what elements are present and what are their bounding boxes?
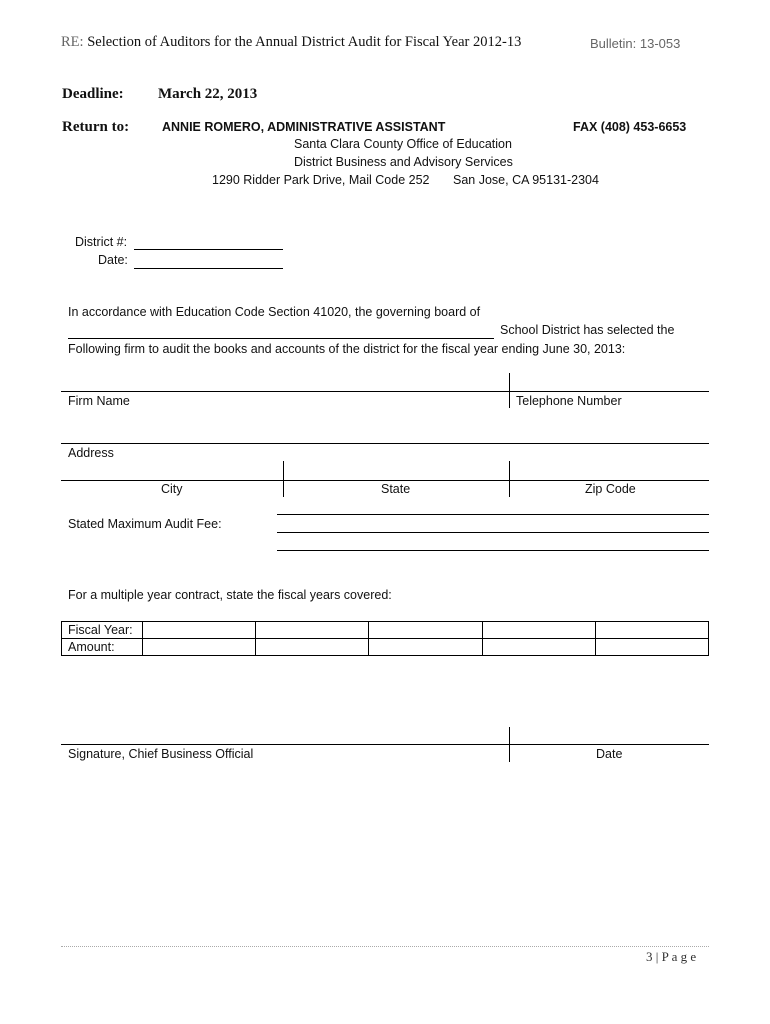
address-label: Address [68,446,114,460]
amount-label: Amount: [62,639,143,656]
statement-line-1: In accordance with Education Code Section 41020, the governing board of [68,305,481,319]
fiscal-year-label: Fiscal Year: [62,622,143,639]
street-address: 1290 Ridder Park Drive, Mail Code 252 [212,173,430,187]
fiscal-year-cell-1[interactable] [143,622,256,639]
fax-number: FAX (408) 453-6653 [573,120,687,134]
zip-label: Zip Code [585,482,636,496]
recipient-name: ANNIE ROMERO, ADMINISTRATIVE ASSISTANT [162,120,446,134]
amount-cell-5[interactable] [595,639,708,656]
amount-cell-1[interactable] [143,639,256,656]
date-label: Date: [98,253,128,267]
city-label: City [161,482,183,496]
firm-name-line[interactable] [61,391,709,392]
fiscal-year-cell-5[interactable] [595,622,708,639]
district-label: District #: [75,235,128,249]
header-re [61,34,521,51]
re-subject: Selection of Auditors for the Annual District Audit for Fiscal Year 2012-13 [87,34,522,50]
footer-rule [61,946,709,947]
fiscal-years-table [61,621,709,656]
city-divider [283,461,284,497]
fiscal-year-cell-4[interactable] [482,622,595,639]
signature-line[interactable] [61,744,709,745]
audit-fee-line-2[interactable] [277,532,709,533]
firm-name-label: Firm Name [68,394,130,408]
audit-fee-line-1[interactable] [277,514,709,515]
amount-cell-4[interactable] [482,639,595,656]
return-to-label: Return to: [62,119,130,135]
district-name-input-line[interactable] [68,338,494,339]
multi-year-prompt: For a multiple year contract, state the fiscal years covered: [68,588,392,602]
district-input-line[interactable] [134,249,283,250]
page-number: 3 | P a g e [646,949,697,964]
audit-fee-label: Stated Maximum Audit Fee: [68,517,222,531]
amount-cell-3[interactable] [369,639,482,656]
amount-row [62,639,709,656]
bulletin-number: Bulletin: 13-053 [590,36,681,51]
state-label: State [381,482,411,496]
deadline-label: Deadline: [62,86,124,102]
city-state-zip-line[interactable] [61,480,709,481]
date-input-line[interactable] [134,268,283,269]
statement-line-3: Following firm to audit the books and accounts of the district for the fiscal year ending June 30, 2013: [68,342,626,356]
amount-cell-2[interactable] [256,639,369,656]
address-line[interactable] [61,443,709,444]
audit-fee-line-3[interactable] [277,550,709,551]
telephone-label: Telephone Number [516,394,622,408]
fiscal-year-cell-3[interactable] [369,622,482,639]
signature-date-label: Date [596,747,623,761]
fiscal-year-row [62,622,709,639]
statement-line-2: School District has selected the [500,323,675,337]
city-address: San Jose, CA 95131-2304 [453,173,599,187]
fiscal-year-cell-2[interactable] [256,622,369,639]
deadline-value: March 22, 2013 [158,86,258,102]
signature-label: Signature, Chief Business Official [68,747,254,761]
department-name: District Business and Advisory Services [294,155,513,169]
state-divider [509,461,510,497]
office-name: Santa Clara County Office of Education [294,137,512,151]
re-prefix: RE: [61,34,84,50]
